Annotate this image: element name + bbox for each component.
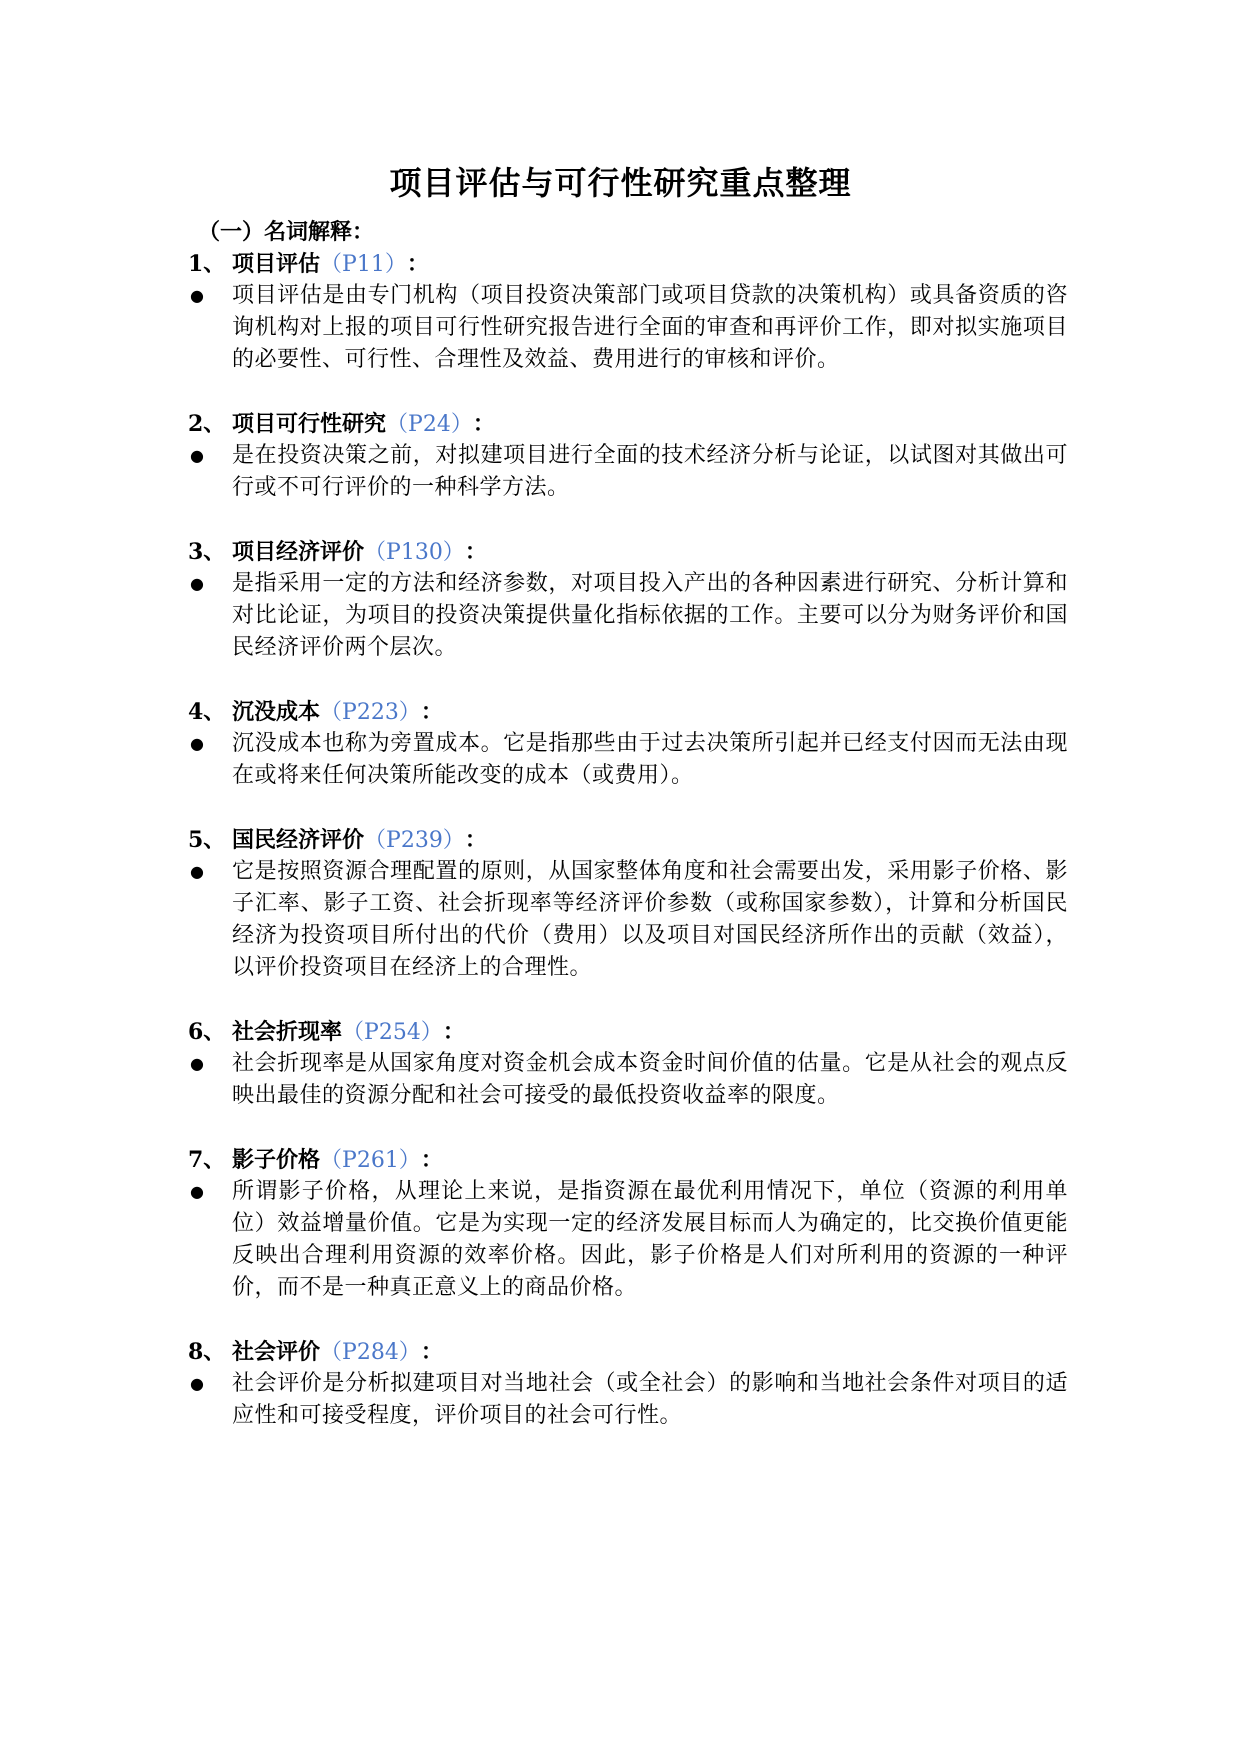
document-title: 项目评估与可行性研究重点整理 [389, 164, 852, 202]
term-heading [188, 1336, 1068, 1368]
term-colon: ： [420, 1147, 443, 1173]
term-definition-row [188, 856, 1068, 984]
term-definition: 它是按照资源合理配置的原则，从国家整体角度和社会需要出发，采用影子价格、影子汇率、影子工资、社会折现率等经济评价参数（或称国家参数），计算和分析国民经济为投资项目所付出的代价（费用）以及项目对国民经济所作出的贡献（效益），以评价投资项目在经济上的合理性。 [232, 859, 1068, 980]
bullet-icon: ● [190, 446, 204, 465]
term-definition: 所谓影子价格，从理论上来说，是指资源在最优利用情况下，单位（资源的利用单位）效益增量价值。它是为实现一定的经济发展目标而人为确定的，比交换价值更能反映出合理利用资源的效率价格。因此，影子价格是人们对所利用的资源的一种评价，而不是一种真正意义上的商品价格。 [232, 1179, 1068, 1300]
term-definition: 社会折现率是从国家角度对资金机会成本资金时间价值的估量。它是从社会的观点反映出最佳的资源分配和社会可接受的最低投资收益率的限度。 [232, 1051, 1068, 1108]
bullet-icon: ● [190, 574, 204, 593]
term-number: 2、 [188, 411, 226, 437]
term-name: 国民经济评价 [232, 827, 365, 853]
term-definition-row [188, 440, 1068, 504]
page-reference: （P130） [364, 540, 465, 565]
term-number: 3、 [188, 539, 226, 565]
term-heading [188, 1016, 1068, 1048]
term-item [188, 1336, 1068, 1432]
term-number: 1、 [188, 251, 226, 277]
term-colon: ： [472, 411, 495, 437]
term-definition: 是在投资决策之前，对拟建项目进行全面的技术经济分析与论证，以试图对其做出可行或不可行评价的一种科学方法。 [232, 443, 1068, 500]
term-name: 影子价格 [232, 1147, 321, 1173]
term-definition: 沉没成本也称为旁置成本。它是指那些由于过去决策所引起并已经支付因而无法由现在或将来任何决策所能改变的成本（或费用）。 [232, 731, 1068, 788]
term-colon: ： [464, 539, 487, 565]
bullet-icon: ● [190, 286, 204, 305]
bullet-icon: ● [190, 1054, 204, 1073]
bullet-icon: ● [190, 862, 204, 881]
page-reference: （P11） [320, 252, 407, 277]
term-heading [188, 696, 1068, 728]
term-heading [188, 1144, 1068, 1176]
term-definition-row [188, 568, 1068, 664]
term-definition: 项目评估是由专门机构（项目投资决策部门或项目贷款的决策机构）或具备资质的咨询机构对上报的项目可行性研究报告进行全面的审查和再评价工作，即对拟实施项目的必要性、可行性、合理性及效益、费用进行的审核和评价。 [232, 283, 1068, 372]
term-definition: 是指采用一定的方法和经济参数，对项目投入产出的各种因素进行研究、分析计算和对比论证，为项目的投资决策提供量化指标依据的工作。主要可以分为财务评价和国民经济评价两个层次。 [232, 571, 1068, 660]
term-item [188, 1144, 1068, 1304]
term-definition: 社会评价是分析拟建项目对当地社会（或全社会）的影响和当地社会条件对项目的适应性和可接受程度，评价项目的社会可行性。 [232, 1371, 1068, 1428]
term-colon: ： [464, 827, 487, 853]
term-item [188, 408, 1068, 504]
term-item [188, 696, 1068, 792]
term-item [188, 248, 1068, 376]
section-heading: （一）名词解释： [198, 219, 375, 245]
term-name: 社会评价 [232, 1339, 321, 1365]
term-number: 4、 [188, 699, 226, 725]
term-number: 5、 [188, 827, 226, 853]
term-name: 项目评估 [232, 251, 321, 277]
bullet-icon: ● [190, 734, 204, 753]
term-number: 8、 [188, 1339, 226, 1365]
term-definition-row [188, 1368, 1068, 1432]
page-reference: （P223） [320, 700, 421, 725]
term-definition-row [188, 1176, 1068, 1304]
term-item [188, 536, 1068, 664]
term-name: 项目经济评价 [232, 539, 365, 565]
page-reference: （P24） [386, 412, 473, 437]
term-number: 6、 [188, 1019, 226, 1045]
term-definition-row [188, 728, 1068, 792]
term-colon: ： [406, 251, 429, 277]
term-number: 7、 [188, 1147, 226, 1173]
term-heading [188, 408, 1068, 440]
page-reference: （P239） [364, 828, 465, 853]
term-heading [188, 824, 1068, 856]
term-name: 社会折现率 [232, 1019, 343, 1045]
term-item [188, 1016, 1068, 1112]
term-name: 项目可行性研究 [232, 411, 387, 437]
page-reference: （P254） [342, 1020, 443, 1045]
page-reference: （P261） [320, 1148, 421, 1173]
term-colon: ： [420, 699, 443, 725]
terms-list [188, 248, 1068, 1432]
term-heading [188, 536, 1068, 568]
page-reference: （P284） [320, 1340, 421, 1365]
term-item [188, 824, 1068, 984]
bullet-icon: ● [190, 1182, 204, 1201]
term-definition-row [188, 1048, 1068, 1112]
bullet-icon: ● [190, 1374, 204, 1393]
term-definition-row [188, 280, 1068, 376]
term-colon: ： [420, 1339, 443, 1365]
term-heading [188, 248, 1068, 280]
term-colon: ： [442, 1019, 465, 1045]
term-name: 沉没成本 [232, 699, 321, 725]
